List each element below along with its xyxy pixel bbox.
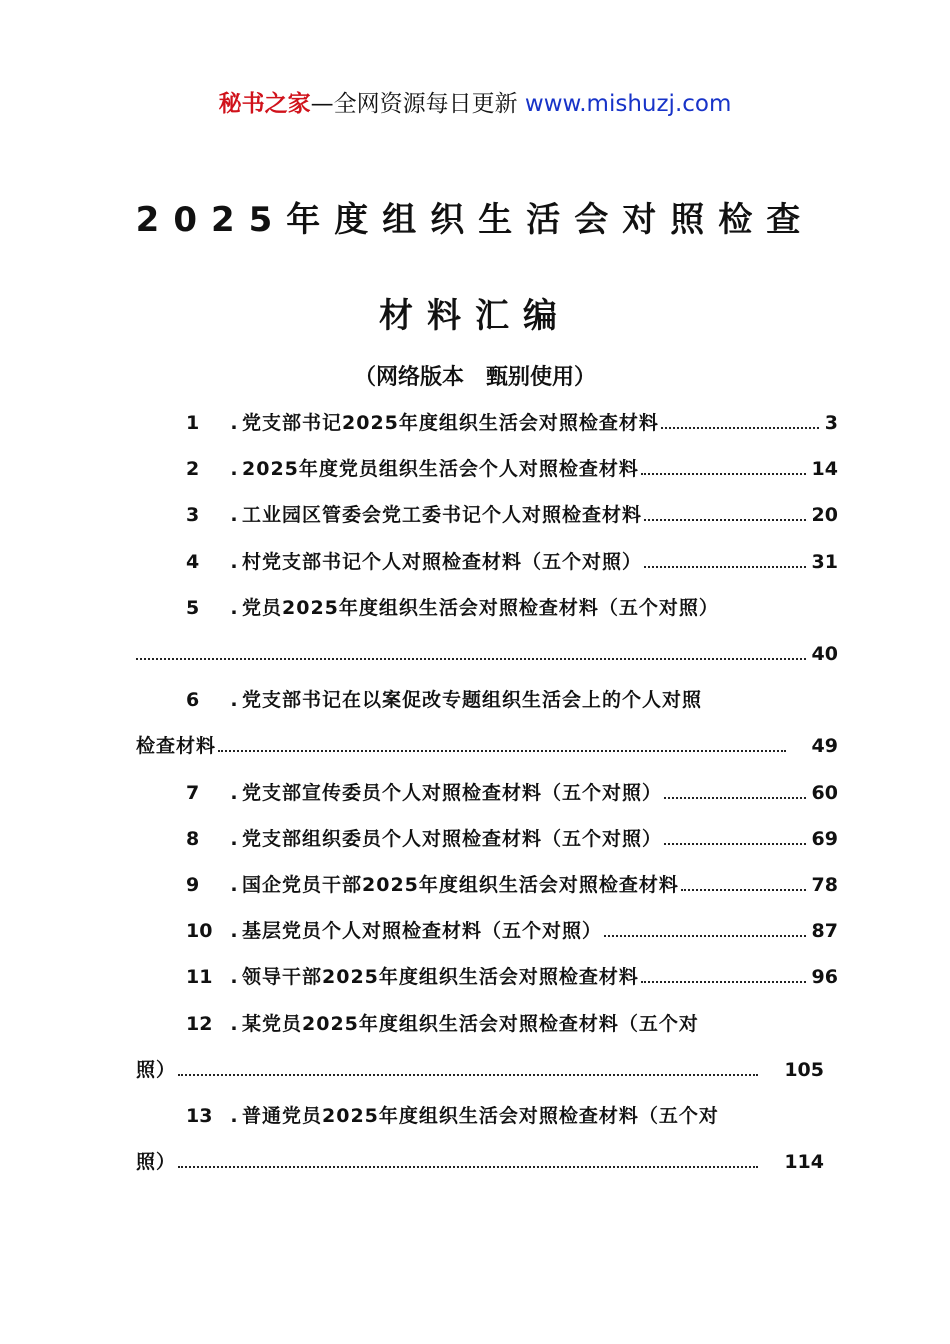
toc-separator: . (230, 782, 238, 804)
toc-page-number: 60 (811, 782, 838, 804)
toc-title: 党员2025年度组织生活会对照检查材料（五个对照） (242, 597, 719, 619)
toc-separator: . (230, 1105, 238, 1127)
toc-leader-dots (218, 731, 786, 752)
toc-leader-dots (178, 1147, 758, 1168)
toc-separator: . (230, 412, 238, 434)
toc-leader-dots (604, 916, 806, 937)
toc-separator: . (230, 966, 238, 988)
toc-leader-dots (644, 547, 806, 568)
toc-title: 2025年度党员组织生活会个人对照检查材料 (242, 458, 639, 480)
toc-leader-dots (664, 824, 806, 845)
toc-number: 5 (186, 597, 200, 619)
toc-title: 党支部书记2025年度组织生活会对照检查材料 (242, 412, 659, 434)
brand-name: 秘书之家 (218, 91, 311, 117)
toc-page-number: 96 (811, 966, 838, 988)
toc-title: 党支部组织委员个人对照检查材料（五个对照） (242, 828, 663, 850)
toc-title: 党支部宣传委员个人对照检查材料（五个对照） (242, 782, 663, 804)
toc-title: 国企党员干部2025年度组织生活会对照检查材料 (242, 874, 679, 896)
toc-leader-dots (661, 408, 819, 429)
toc-leader-dots (681, 870, 806, 891)
toc-page-number: 49 (811, 735, 838, 757)
toc-title-continued: 照） (136, 1151, 177, 1173)
toc-separator: . (230, 504, 238, 526)
toc-number: 12 (186, 1013, 213, 1035)
toc-leader-dots (178, 1055, 758, 1076)
toc-page-number: 105 (784, 1059, 824, 1081)
toc-page-number: 40 (811, 643, 838, 665)
toc-separator: . (230, 458, 238, 480)
document-title-line-2: 材料汇编 (379, 296, 571, 336)
site-header (0, 86, 950, 122)
header-slogan: —全网资源每日更新 (310, 91, 518, 117)
site-url-link[interactable]: www.mishuzj.com (524, 91, 732, 117)
toc-leader-dots (664, 778, 806, 799)
toc-page-number: 3 (824, 412, 838, 434)
document-subtitle: （网络版本 甄别使用） (353, 365, 596, 390)
toc-page-number: 20 (811, 504, 838, 526)
toc-number: 3 (186, 504, 200, 526)
toc-number: 10 (186, 920, 213, 942)
document-title-line-1: 2025年度组织生活会对照检查 (135, 200, 815, 240)
toc-page-number: 31 (811, 551, 838, 573)
toc-number: 9 (186, 874, 200, 896)
toc-title-continued: 照） (136, 1059, 177, 1081)
toc-number: 1 (186, 412, 200, 434)
toc-number: 11 (186, 966, 213, 988)
toc-title: 工业园区管委会党工委书记个人对照检查材料 (242, 504, 643, 526)
toc-separator: . (230, 874, 238, 896)
toc-number: 6 (186, 689, 200, 711)
toc-separator: . (230, 551, 238, 573)
toc-separator: . (230, 597, 238, 619)
toc-title: 普通党员2025年度组织生活会对照检查材料（五个对 (242, 1105, 719, 1127)
toc-page-number: 69 (811, 828, 838, 850)
toc-number: 13 (186, 1105, 213, 1127)
toc-number: 4 (186, 551, 200, 573)
toc-separator: . (230, 1013, 238, 1035)
toc-leader-dots (641, 962, 806, 983)
toc-title: 某党员2025年度组织生活会对照检查材料（五个对 (242, 1013, 699, 1035)
toc-page-number: 114 (784, 1151, 824, 1173)
toc-leader-dots (644, 500, 806, 521)
toc-number: 2 (186, 458, 200, 480)
toc-separator: . (230, 920, 238, 942)
toc-leader-dots (641, 454, 806, 475)
toc-separator: . (230, 828, 238, 850)
toc-title: 党支部书记在以案促改专题组织生活会上的个人对照 (242, 689, 703, 711)
toc-page-number: 87 (811, 920, 838, 942)
toc-title: 基层党员个人对照检查材料（五个对照） (242, 920, 603, 942)
toc-page-number: 14 (811, 458, 838, 480)
toc-title: 领导干部2025年度组织生活会对照检查材料 (242, 966, 639, 988)
toc-number: 8 (186, 828, 200, 850)
toc-number: 7 (186, 782, 200, 804)
toc-title-continued: 检查材料 (136, 735, 217, 757)
toc-leader-dots (136, 639, 806, 660)
toc-title: 村党支部书记个人对照检查材料（五个对照） (242, 551, 643, 573)
toc-page-number: 78 (811, 874, 838, 896)
toc-separator: . (230, 689, 238, 711)
